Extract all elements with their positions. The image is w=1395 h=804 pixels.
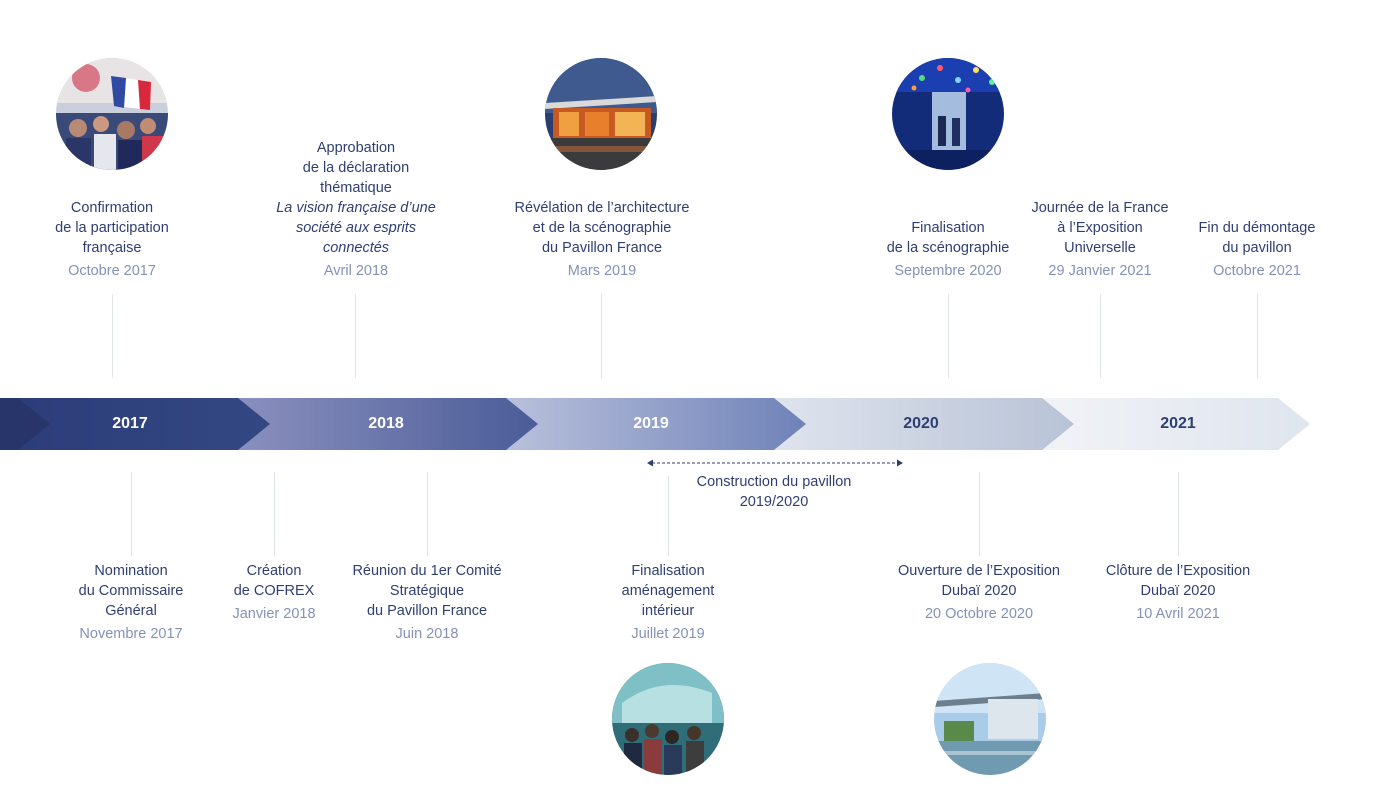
event-confirmation-participation: Confirmation de la participation française Octobre 2017 xyxy=(12,198,212,281)
construction-span-arrow xyxy=(646,457,904,469)
photo-visitors-interior xyxy=(612,663,724,775)
event-finalisation-scenographie: Finalisation de la scénographie Septembre 2020 xyxy=(848,218,1048,281)
connector-top xyxy=(948,294,949,378)
photo-pavilion-night xyxy=(545,58,657,170)
photo-scenography-lights xyxy=(892,58,1004,170)
event-date: 20 Octobre 2020 xyxy=(924,606,1034,622)
event-ouverture-exposition: Ouverture de l’Exposition Dubaï 2020 20 Octobre 2020 xyxy=(884,561,1074,624)
photo-pavilion-day xyxy=(934,663,1046,775)
event-reunion-comite: Réunion du 1er Comité Stratégique du Pavillon France Juin 2018 xyxy=(337,561,517,644)
event-date: 29 Janvier 2021 xyxy=(1048,263,1152,279)
connector-bottom xyxy=(1178,472,1179,556)
connector-top xyxy=(355,294,356,378)
connector-bottom xyxy=(668,476,669,556)
event-revelation-architecture: Révélation de l’architecture et de la scénographie du Pavillon France Mars 2019 xyxy=(501,198,703,281)
event-date: Juillet 2019 xyxy=(631,626,705,642)
event-date: Mars 2019 xyxy=(567,263,637,279)
connector-top xyxy=(112,294,113,378)
event-date: Avril 2018 xyxy=(323,263,389,279)
year-label-2019: 2019 xyxy=(633,415,669,432)
connector-top xyxy=(1100,294,1101,378)
connector-bottom xyxy=(427,472,428,556)
event-date: Septembre 2020 xyxy=(894,263,1002,279)
year-label-2020: 2020 xyxy=(903,415,939,432)
event-finalisation-amenagement: Finalisation aménagement intérieur Juillet 2019 xyxy=(593,561,743,644)
event-date: Janvier 2018 xyxy=(232,606,316,622)
event-date: Juin 2018 xyxy=(395,626,459,642)
event-cloture-exposition: Clôture de l’Exposition Dubaï 2020 10 Avril 2021 xyxy=(1088,561,1268,624)
event-date: Novembre 2017 xyxy=(79,626,183,642)
year-label-2018: 2018 xyxy=(368,415,404,432)
event-date: 10 Avril 2021 xyxy=(1136,606,1220,622)
event-journee-france: Journée de la France à l’Exposition Universelle 29 Janvier 2021 xyxy=(1010,198,1190,281)
year-label-2021: 2021 xyxy=(1160,415,1196,432)
event-date: Octobre 2017 xyxy=(68,263,156,279)
construction-span-label: Construction du pavillon 2019/2020 xyxy=(696,474,852,510)
connector-bottom xyxy=(274,472,275,556)
connector-top xyxy=(1257,294,1258,378)
event-approbation-declaration: Approbation de la déclaration thématique La vision française d’une société aux esprits connectés Avril 2018 xyxy=(256,138,456,281)
connector-top xyxy=(601,294,602,378)
event-fin-demontage: Fin du démontage du pavillon Octobre 2021 xyxy=(1182,218,1332,281)
connector-bottom xyxy=(979,472,980,556)
photo-supporters-flag xyxy=(56,58,168,170)
event-creation-cofrex: Création de COFREX Janvier 2018 xyxy=(209,561,339,624)
connector-bottom xyxy=(131,472,132,556)
year-label-2017: 2017 xyxy=(112,415,148,432)
event-date: Octobre 2021 xyxy=(1213,263,1301,279)
event-nomination-commissaire: Nomination du Commissaire Général Novembre 2017 xyxy=(56,561,206,644)
